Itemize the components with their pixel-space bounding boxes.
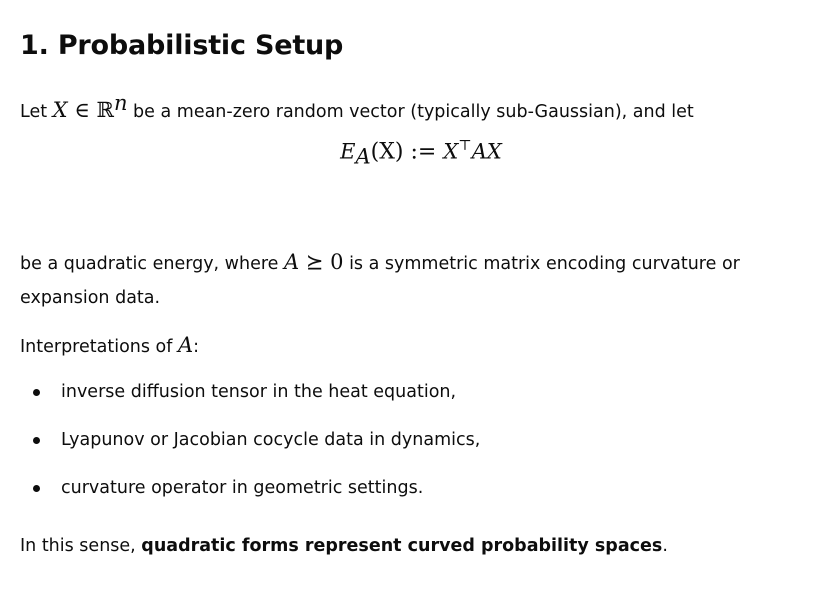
display-equation xyxy=(20,138,822,169)
math-defeq: := xyxy=(403,139,444,165)
intro-paragraph xyxy=(20,85,694,130)
text: Let xyxy=(20,101,53,122)
bullet-icon xyxy=(33,437,40,444)
energy-paragraph xyxy=(20,244,740,282)
math-var-x: X xyxy=(52,97,68,122)
math-e: E xyxy=(340,139,356,164)
math-a: A xyxy=(284,250,300,274)
math-succeq: ⪰ xyxy=(299,250,331,274)
math-x: X xyxy=(443,139,459,164)
math-in-symbol: ∈ xyxy=(67,97,97,122)
energy-paragraph-line2: expansion data. xyxy=(20,288,161,308)
conclusion-paragraph xyxy=(20,528,668,564)
list-item xyxy=(20,374,480,422)
text: be a mean-zero random vector (typically sub-Gaussian), and let xyxy=(127,101,694,122)
text: . xyxy=(662,536,668,556)
math-a: A xyxy=(177,333,194,357)
text: Interpretations of xyxy=(20,337,178,357)
bold-statement: quadratic forms represent curved probability spaces xyxy=(141,536,663,556)
text: is a symmetric matrix encoding curvature or xyxy=(343,254,740,274)
list-item xyxy=(20,470,480,518)
math-reals-symbol: ℝ xyxy=(96,97,114,122)
list-item-text: inverse diffusion tensor in the heat equation, xyxy=(61,382,457,402)
list-item xyxy=(20,422,480,470)
math-subscript-a: A xyxy=(355,144,371,169)
math-transpose: ⊤ xyxy=(458,138,472,154)
math-ax: AX xyxy=(471,139,502,164)
math-exponent-n: n xyxy=(113,91,128,115)
text: be a quadratic energy, where xyxy=(20,254,284,274)
text: In this sense, xyxy=(20,536,142,556)
list-item-text: curvature operator in geometric settings. xyxy=(61,478,424,498)
bullet-icon xyxy=(33,389,40,396)
interpretations-label xyxy=(20,327,199,365)
math-arg: (X) xyxy=(370,139,404,165)
list-item-text: Lyapunov or Jacobian cocycle data in dynamics, xyxy=(61,430,481,450)
section-heading: 1. Probabilistic Setup xyxy=(20,30,344,61)
text: : xyxy=(193,337,200,357)
math-zero: 0 xyxy=(330,250,344,274)
interpretations-list xyxy=(20,374,480,518)
bullet-icon xyxy=(33,485,40,492)
